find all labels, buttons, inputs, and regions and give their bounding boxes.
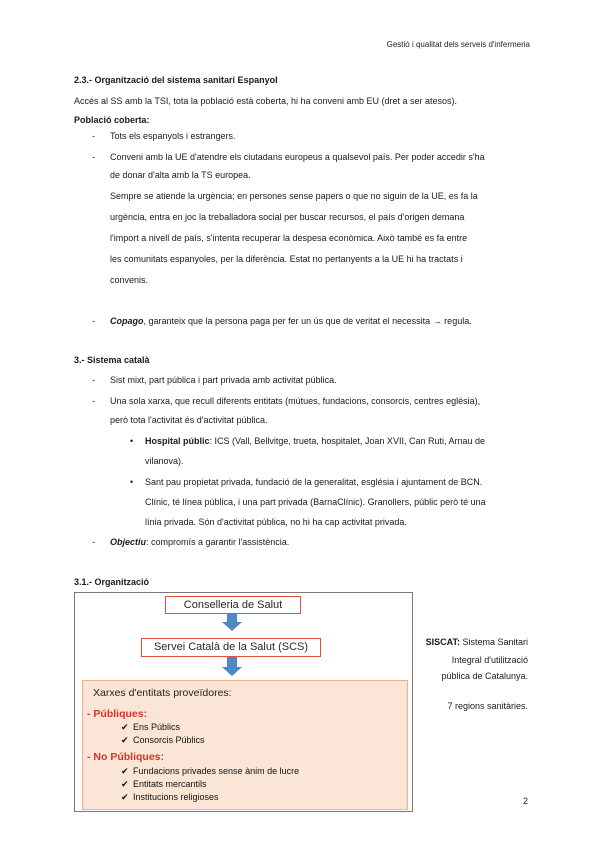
dash-bullet: -: [92, 375, 95, 385]
nonpublic-item: ✔ Entitats mercantils: [121, 779, 207, 789]
dash-bullet: -: [92, 131, 95, 141]
dash-bullet: -: [92, 316, 95, 326]
checkmark-icon: ✔: [121, 722, 129, 732]
node-conselleria: Conselleria de Salut: [165, 596, 301, 614]
organization-diagram: [74, 592, 413, 812]
regions-note: 7 regions sanitàries.: [447, 701, 528, 711]
section-heading-2-3: 2.3.- Organització del sistema sanitari Espanyol: [74, 75, 278, 85]
siscat-line-2: Integral d'utilització: [451, 655, 528, 665]
coverage-bullet-1: Tots els espanyols i estrangers.: [110, 131, 236, 141]
hospital-public-text: : ICS (Vall, Bellvitge, trueta, hospitalet, Joan XVII, Can Ruti, Arnau de: [209, 436, 485, 446]
objectiu-term: Objectiu: [110, 537, 147, 547]
hospital-public-label: Hospital públic: [145, 436, 210, 446]
checkmark-icon: ✔: [121, 766, 129, 776]
catalan-bullet-1: Sist mixt, part pública i part privada amb activitat pública.: [110, 375, 337, 385]
public-item: ✔ Consorcis Públics: [121, 735, 205, 745]
dash-bullet: -: [92, 396, 95, 406]
coverage-bullet-2-line-1: Conveni amb la UE d'atendre els ciutadans europeus a qualsevol país. Per poder accedir s'ha: [110, 152, 485, 162]
urgency-paragraph-line-1: Sempre se atiende la urgència; en persones sense papers o que no siguin de la UE, es fa la: [110, 191, 478, 201]
section-heading-3: 3.- Sistema català: [74, 355, 150, 365]
siscat-label: SISCAT:: [425, 637, 460, 647]
dash-bullet: -: [92, 537, 95, 547]
node-scs: Servei Català de la Salut (SCS): [141, 638, 321, 657]
coverage-label: Població coberta:: [74, 115, 150, 125]
providers-box: [82, 680, 408, 810]
urgency-paragraph-line-2: urgència, entra en joc la treballadora social per buscar recursos, el país d'origen demana: [110, 212, 465, 222]
section-heading-3-1: 3.1.- Organització: [74, 577, 150, 587]
sant-pau-line-3: línia privada. Són d'activitat pública, no hi ha cap activitat privada.: [145, 517, 407, 527]
catalan-bullet-2-line-1: Una sola xarxa, que recull diferents entitats (mútues, fundacions, consorcis, centres eglésia),: [110, 396, 481, 406]
objectiu-text: : compromís a garantir l'assistència.: [146, 537, 290, 547]
running-header: Gestió i qualitat dels serveis d'infermeria: [386, 40, 530, 49]
hospital-public-line-2: vilanova).: [145, 456, 184, 466]
sant-pau-line-1: Sant pau propietat privada, fundació de la generalitat, església i ajuntament de BCN.: [145, 477, 483, 487]
public-item: ✔ Ens Públics: [121, 722, 181, 732]
sant-pau-line-2: Clínic, té línea pública, i una part privada (BarnaClínic). Granollers, públic però té una: [145, 497, 486, 507]
round-bullet: •: [130, 436, 134, 446]
down-arrow-icon: [227, 657, 237, 668]
catalan-bullet-2-line-2: però tota l'activitat és d'activitat pública.: [110, 415, 268, 425]
copago-text: , garanteix que la persona paga per fer un ús que de veritat el necessita → regula.: [143, 316, 472, 326]
nonpublic-item: ✔ Institucions religioses: [121, 792, 219, 802]
checkmark-icon: ✔: [121, 792, 129, 802]
siscat-line-3: pública de Catalunya.: [441, 671, 528, 681]
nonpublic-category-label: - No Públiques:: [87, 751, 164, 763]
urgency-paragraph-line-5: convenis.: [110, 275, 149, 285]
copago-term: Copago: [110, 316, 144, 326]
page-number: 2: [522, 796, 528, 806]
providers-title: Xarxes d'entitats proveïdores:: [93, 687, 232, 699]
down-arrow-icon: [227, 614, 237, 623]
intro-paragraph: Accés al SS amb la TSI, tota la població està coberta, hi ha conveni amb EU (dret a ser atesos).: [74, 96, 458, 106]
hospital-public-line-1: [145, 435, 485, 447]
nonpublic-item: ✔ Fundacions privades sense ànim de lucre: [121, 766, 300, 776]
checkmark-icon: ✔: [121, 735, 129, 745]
coverage-bullet-2-line-2: de donar d'alta amb la TS europea.: [110, 170, 251, 180]
objectiu-bullet: [110, 536, 289, 548]
dash-bullet: -: [92, 152, 95, 162]
copago-bullet: [110, 315, 472, 327]
round-bullet: •: [130, 477, 134, 487]
checkmark-icon: ✔: [121, 779, 129, 789]
public-category-label: - Públiques:: [87, 708, 148, 720]
urgency-paragraph-line-3: l'import a nivell de país, s'intenta recuperar la despesa econòmica. Això també es fa entre: [110, 233, 468, 243]
siscat-line-1: SISCAT: Sistema Sanitari: [425, 637, 528, 647]
urgency-paragraph-line-4: les comunitats espanyoles, per la diferència. Estat no pertanyents a la UE hi ha tractats i: [110, 254, 463, 264]
